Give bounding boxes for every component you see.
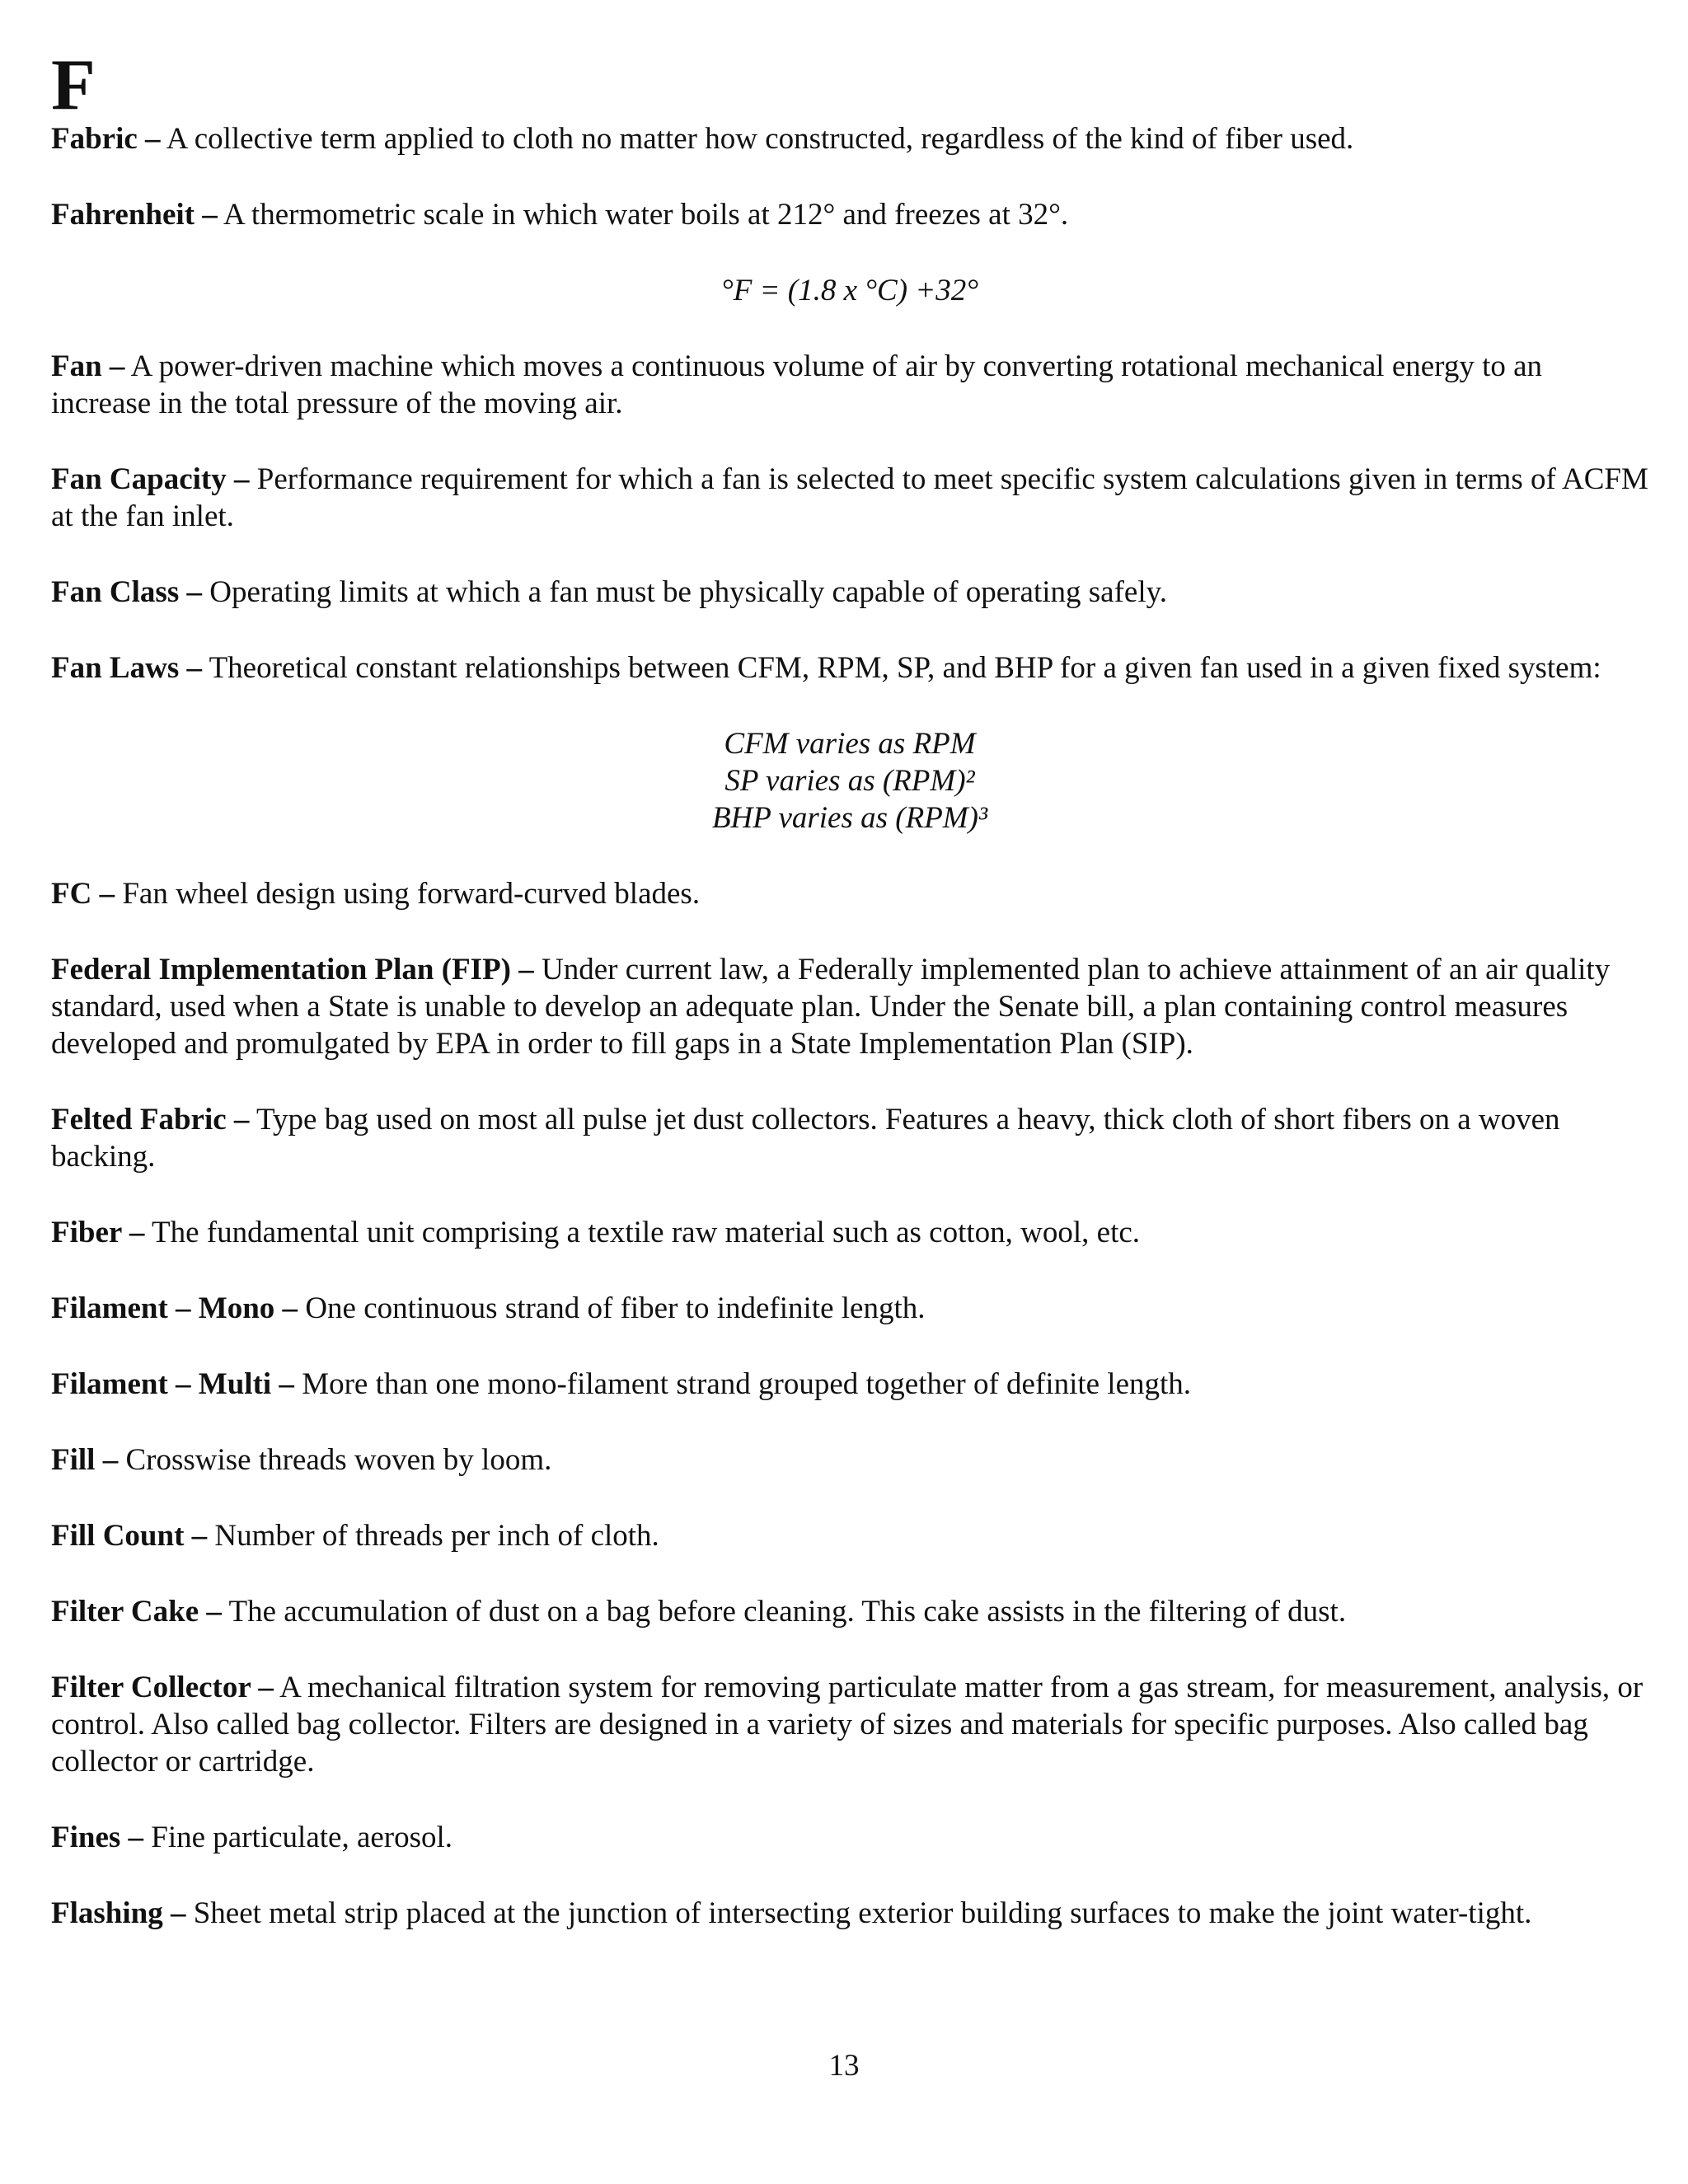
term: Fill – (51, 1443, 119, 1477)
fan-law-bhp: BHP varies as (RPM)³ (711, 801, 988, 835)
term: Federal Implementation Plan (FIP) – (51, 953, 534, 987)
page-number: 13 (828, 2049, 860, 2083)
definition: More than one mono-filament strand grouped together of definite length. (293, 1367, 1192, 1401)
definition: Number of threads per inch of cloth. (207, 1519, 659, 1553)
glossary-entry-fill-count (51, 1517, 1648, 1554)
glossary-entry-fiber (51, 1214, 1648, 1251)
definition: Fan wheel design using forward-curved blades. (115, 877, 701, 911)
definition: A mechanical filtration system for removing particulate matter from a gas stream, for measurement, analysis, or control. Also called bag collector. Filters are designed in a variety of sizes and materials for specific purposes. Also called bag collector or cartridge. (51, 1671, 1643, 1779)
glossary-entry-fill (51, 1441, 1648, 1479)
term: Fan Laws – (51, 651, 202, 685)
definition: The accumulation of dust on a bag before cleaning. This cake assists in the filtering of dust. (221, 1595, 1347, 1629)
term: Fan Capacity – (51, 462, 250, 496)
glossary-entry-filament-mono (51, 1290, 1648, 1327)
definition: The fundamental unit comprising a textile raw material such as cotton, wool, etc. (144, 1216, 1141, 1249)
fan-law-cfm: CFM varies as RPM (724, 727, 976, 761)
glossary-entry-fip (51, 951, 1648, 1062)
definition: A thermometric scale in which water boils at 212° and freezes at 32°. (217, 198, 1069, 232)
definition: Theoretical constant relationships between CFM, RPM, SP, and BHP for a given fan used in a given fixed system: (201, 651, 1601, 685)
glossary-entry-fan (51, 348, 1648, 422)
glossary-entry-fc (51, 875, 1648, 912)
glossary-entry-filter-cake (51, 1593, 1648, 1630)
term: Fill Count – (51, 1519, 208, 1553)
term: Filament – Multi – (51, 1367, 294, 1401)
term: FC – (51, 877, 115, 911)
fahrenheit-formula: °F = (1.8 x °C) +32° (720, 274, 979, 307)
glossary-page (51, 45, 1648, 1932)
glossary-entry-felted-fabric (51, 1101, 1648, 1175)
definition: Fine particulate, aerosol. (143, 1821, 453, 1854)
term: Flashing – (51, 1896, 186, 1930)
glossary-entry-fines (51, 1819, 1648, 1856)
definition: Type bag used on most all pulse jet dust collectors. Features a heavy, thick cloth of short fibers on a woven backing. (51, 1103, 1560, 1174)
fan-law-sp: SP varies as (RPM)² (724, 764, 975, 798)
term: Felted Fabric – (51, 1103, 250, 1137)
glossary-entry-fan-laws (51, 649, 1648, 687)
definition: A collective term applied to cloth no matter how constructed, regardless of the kind of fiber used. (160, 122, 1354, 156)
term: Fan Class – (51, 575, 202, 609)
term: Filter Cake – (51, 1595, 222, 1629)
definition: Operating limits at which a fan must be physically capable of operating safely. (201, 575, 1167, 609)
definition: Crosswise threads woven by loom. (118, 1443, 552, 1477)
term: Fines – (51, 1821, 144, 1854)
term: Fan – (51, 349, 125, 383)
definition: Performance requirement for which a fan is selected to meet specific system calculations given in terms of ACFM at the fan inlet. (51, 462, 1648, 533)
definition: One continuous strand of fiber to indefinite length. (298, 1291, 926, 1325)
section-letter: F (51, 45, 96, 125)
term: Filament – Mono – (51, 1291, 298, 1325)
glossary-entry-fahrenheit (51, 196, 1648, 233)
glossary-entry-fan-capacity (51, 461, 1648, 535)
term: Filter Collector – (51, 1671, 274, 1704)
term: Fiber – (51, 1216, 145, 1249)
definition: Under current law, a Federally implemented plan to achieve attainment of an air quality standard, used when a State is unable to develop an adequate plan. Under the Senate bill, a plan containing control measures developed and promulgated by EPA in order to fill gaps in a State Implementation Plan (SIP). (51, 953, 1611, 1061)
glossary-entry-filter-collector (51, 1669, 1648, 1780)
glossary-entry-filament-multi (51, 1366, 1648, 1403)
glossary-entry-fabric (51, 120, 1648, 157)
term: Fahrenheit – (51, 198, 218, 232)
definition: A power-driven machine which moves a continuous volume of air by converting rotational mechanical energy to an increase in the total pressure of the moving air. (51, 349, 1543, 420)
glossary-entry-fan-class (51, 574, 1648, 611)
definition: Sheet metal strip placed at the junction of intersecting exterior building surfaces to make the joint water-tight. (185, 1896, 1532, 1930)
term: Fabric – (51, 122, 161, 156)
glossary-entry-flashing (51, 1895, 1648, 1932)
